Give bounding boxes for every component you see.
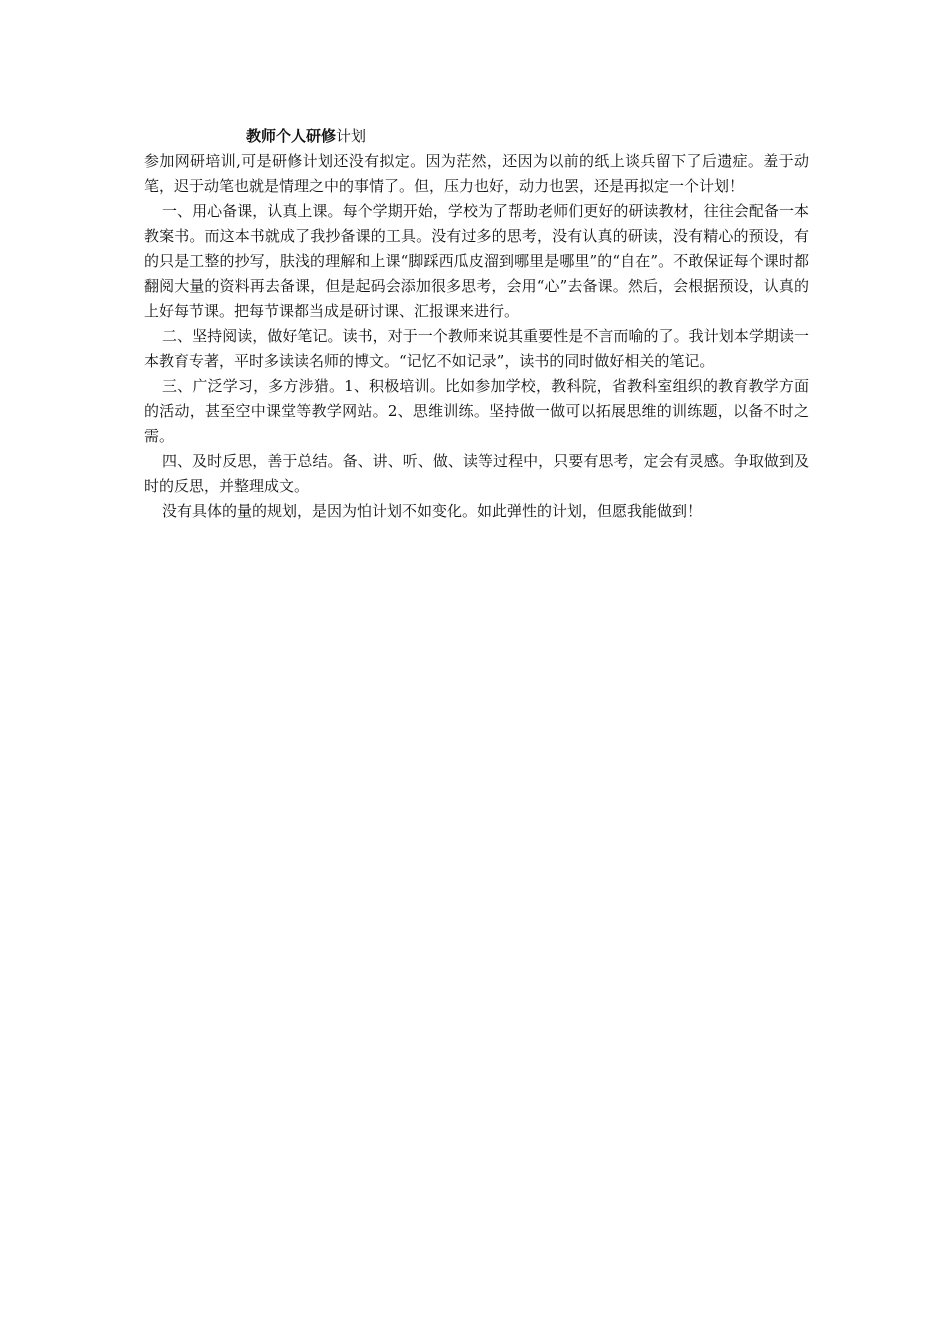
- document-title-bold: 教师个人研修: [246, 127, 337, 145]
- paragraph-conclusion: 没有具体的量的规划，是因为怕计划不如变化。如此弹性的计划，但愿我能做到！: [162, 502, 703, 520]
- paragraph-section-3: 三、广泛学习，多方涉猎。1、积极培训。比如参加学校，教科院，省教科室组织的教育教学方面的活动，甚至空中课堂等教学网站。2、思维训练。坚持做一做可以拓展思维的训练题，以备不时之需。: [144, 377, 809, 445]
- paragraph-section-1: 一、用心备课，认真上课。每个学期开始，学校为了帮助老师们更好的研读教材，往往会配备一本教案书。而这本书就成了我抄备课的工具。没有过多的思考，没有认真的研读，没有精心的预设，有的只是工整的抄写，肤浅的理解和上课“脚踩西瓜皮溜到哪里是哪里”的“自在”。不敢保证每个课时都翻阅大量的资料再去备课，但是起码会添加很多思考，会用“心”去备课。然后，会根据预设，认真的上好每节课。把每节课都当成是研讨课、汇报课来进行。: [144, 202, 809, 320]
- paragraph-intro: 参加网研培训,可是研修计划还没有拟定。因为茫然，还因为以前的纸上谈兵留下了后遗症。羞于动笔，迟于动笔也就是情理之中的事情了。但，压力也好，动力也罢，还是再拟定一个计划！: [144, 152, 809, 195]
- document-title-suffix: 计划: [336, 127, 367, 145]
- paragraph-section-2: 二、坚持阅读，做好笔记。读书，对于一个教师来说其重要性是不言而喻的了。我计划本学期读一本教育专著，平时多读读名师的博文。“记忆不如记录”，读书的同时做好相关的笔记。: [144, 327, 809, 370]
- document-body: [144, 123, 809, 524]
- paragraph-section-4: 四、及时反思，善于总结。备、讲、听、做、读等过程中，只要有思考，定会有灵感。争取做到及时的反思，并整理成文。: [144, 452, 809, 495]
- document-title: [246, 123, 809, 149]
